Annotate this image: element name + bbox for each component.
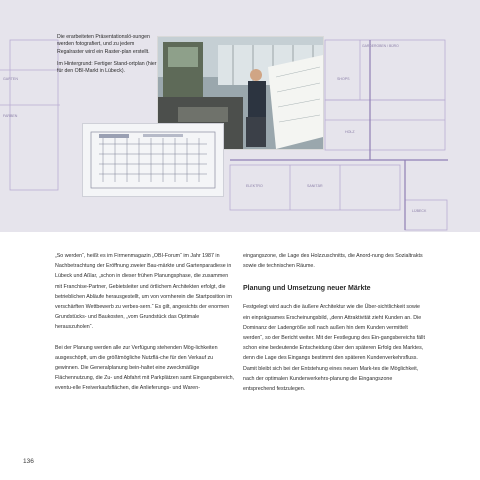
page-number: 136: [23, 458, 34, 465]
plan-label-holz: HOLZ: [345, 130, 355, 134]
caption-paragraph-2: Im Hintergrund: Fertiger Stand-ortplan (hier für den OBI-Markt in Lübeck).: [57, 60, 157, 75]
raster-plan-drawing: [82, 123, 224, 197]
plan-label-garderoben: GARDEROBEN / BÜRO: [362, 44, 399, 48]
body-paragraph-4: Festgelegt wird auch die äußere Architektur wie die Über-sichtlichkeit sowie ein einprägsames Erscheinungsbild, „denn Attraktivität zieht Kunden an. Die Dominanz der Ladengröße soll nach außen hin dem Kunden vermittelt werden“, so der Bericht weiter. Mit der Festlegung des Ein-gangsbereichs fällt schon eine bedeutende Entscheidung über den späteren Erfolg des Marktes, denn die Lage des Eingangs bestimmt den späteren Kundenverkehrsfluss. Damit bleibt sich bei der Entstehung eines neuen Mark-tes die Möglichkeit, nach der optimalen Kundenverkehrs-planung die Eingangszone entsprechend festzulegen.: [243, 304, 425, 393]
plan-label-luebeck: LÜBECK: [412, 209, 427, 213]
body-paragraph-1: „So werden“, heißt es im Firmenmagazin „OBI-Forum“ im Jahr 1987 in Nachbetrachtung der Eröffnung zweier Bau-märkte und Gartenparadiese in Lübeck und Aßlar, „schon in dieser frühen Planungsphase, die zusammen mit Franchise-Partner, Gebietsleiter und örtlichem Architekten erfolgt, die betrieblichen Abläufe herausgestellt, um von vornherein die Startposition im verschärften Wettbewerb zu verbes-sern.“ Es gilt, angesichts der enormen Grundstücks- und Baukosten, „vom Grundstück das Optimale herauszuholen“.: [55, 253, 232, 331]
text-column-left: [55, 251, 235, 394]
plan-label-garten: GARTEN: [3, 77, 18, 81]
plan-label-farben: FARBEN: [3, 114, 18, 118]
body-paragraph-3: eingangszone, die Lage des Holzzuschnitts, die Anord-nung des Sozialtrakts sowie die technischen Räume.: [243, 253, 423, 270]
image-caption: [57, 34, 157, 80]
text-column-right: [243, 251, 425, 394]
hero-image: [0, 0, 480, 232]
raster-plan-illustration: [83, 124, 223, 196]
plan-label-shops: SHOPS: [337, 77, 350, 81]
body-paragraph-2: Bei der Planung werden alle zur Verfügung stehenden Mög-lichkeiten ausgeschöpft, um die größtmögliche Nutzflä-che für den Verkauf zu gewinnen. Die Generalplanung bein-haltet eine zweckmäßige Flächennutzung, die Zu- und Abfahrt mit Parkplätzen samt Eingangsbereich, eventu-elle Freiverkaufsflächen, die Anlieferungs- und Waren-: [55, 344, 235, 392]
plan-label-elektro: ELEKTRO: [246, 184, 263, 188]
section-heading: Planung und Umsetzung neuer Märkte: [243, 285, 371, 293]
caption-paragraph-1: Die erarbeiteten Präsentationslö-sungen werden fotografiert, und zu jedem Regalraster wird ein Raster-plan erstellt.: [57, 34, 150, 55]
plan-label-sanitaer: SANITÄR: [307, 184, 323, 188]
